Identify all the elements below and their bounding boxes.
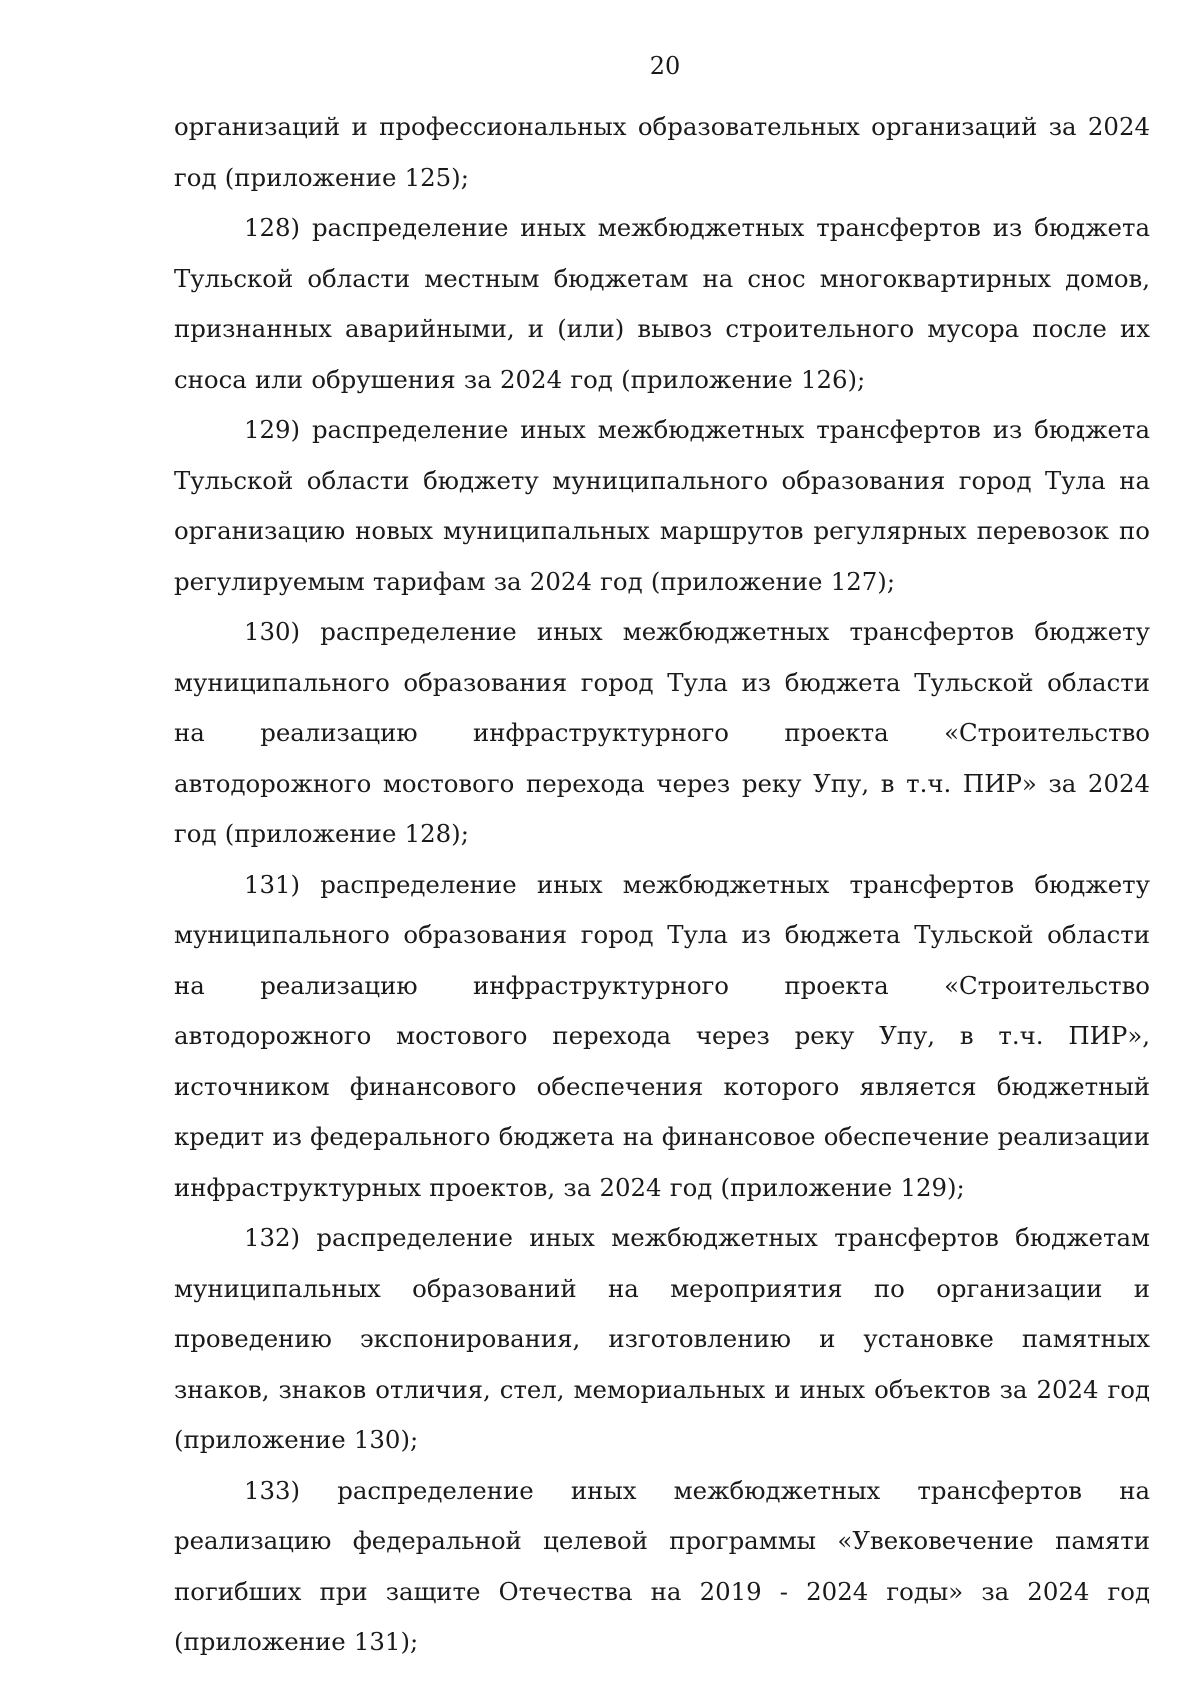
document-body	[174, 102, 1150, 1668]
paragraph-continuation: организаций и профессиональных образовательных организаций за 2024 год (приложение 125);	[174, 112, 1150, 192]
list-item-132: 132) распределение иных межбюджетных трансфертов бюджетам муниципальных образований на мероприятия по организации и проведению экспонирования, изготовлению и установке памятных знаков, знаков отличия, стел, мемориальных и иных объектов за 2024 год (приложение 130);	[174, 1223, 1150, 1454]
list-item-128: 128) распределение иных межбюджетных трансфертов из бюджета Тульской области местным бюджетам на снос многоквартирных домов, признанных аварийными, и (или) вывоз строительного мусора после их сноса или обрушения за 2024 год (приложение 126);	[174, 213, 1150, 394]
list-item-131: 131) распределение иных межбюджетных трансфертов бюджету муниципального образования город Тула из бюджета Тульской области на реализацию инфраструктурного проекта «Строительство автодорожного мостового перехода через реку Упу, в т.ч. ПИР», источником финансового обеспечения которого является бюджетный кредит из федерального бюджета на финансовое обеспечение реализации инфраструктурных проектов, за 2024 год (приложение 129);	[174, 869, 1150, 1202]
page-number: 20	[649, 52, 681, 80]
list-item-129: 129) распределение иных межбюджетных трансфертов из бюджета Тульской области бюджету муниципального образования город Тула на организацию новых муниципальных маршрутов регулярных перевозок по регулируемым тарифам за 2024 год (приложение 127);	[174, 415, 1150, 596]
list-item-130: 130) распределение иных межбюджетных трансфертов бюджету муниципального образования город Тула из бюджета Тульской области на реализацию инфраструктурного проекта «Строительство автодорожного мостового перехода через реку Упу, в т.ч. ПИР» за 2024 год (приложение 128);	[174, 617, 1150, 848]
list-item-133: 133) распределение иных межбюджетных трансфертов на реализацию федеральной целевой программы «Увековечение памяти погибших при защите Отечества на 2019 - 2024 годы» за 2024 год (приложение 131);	[174, 1475, 1150, 1656]
